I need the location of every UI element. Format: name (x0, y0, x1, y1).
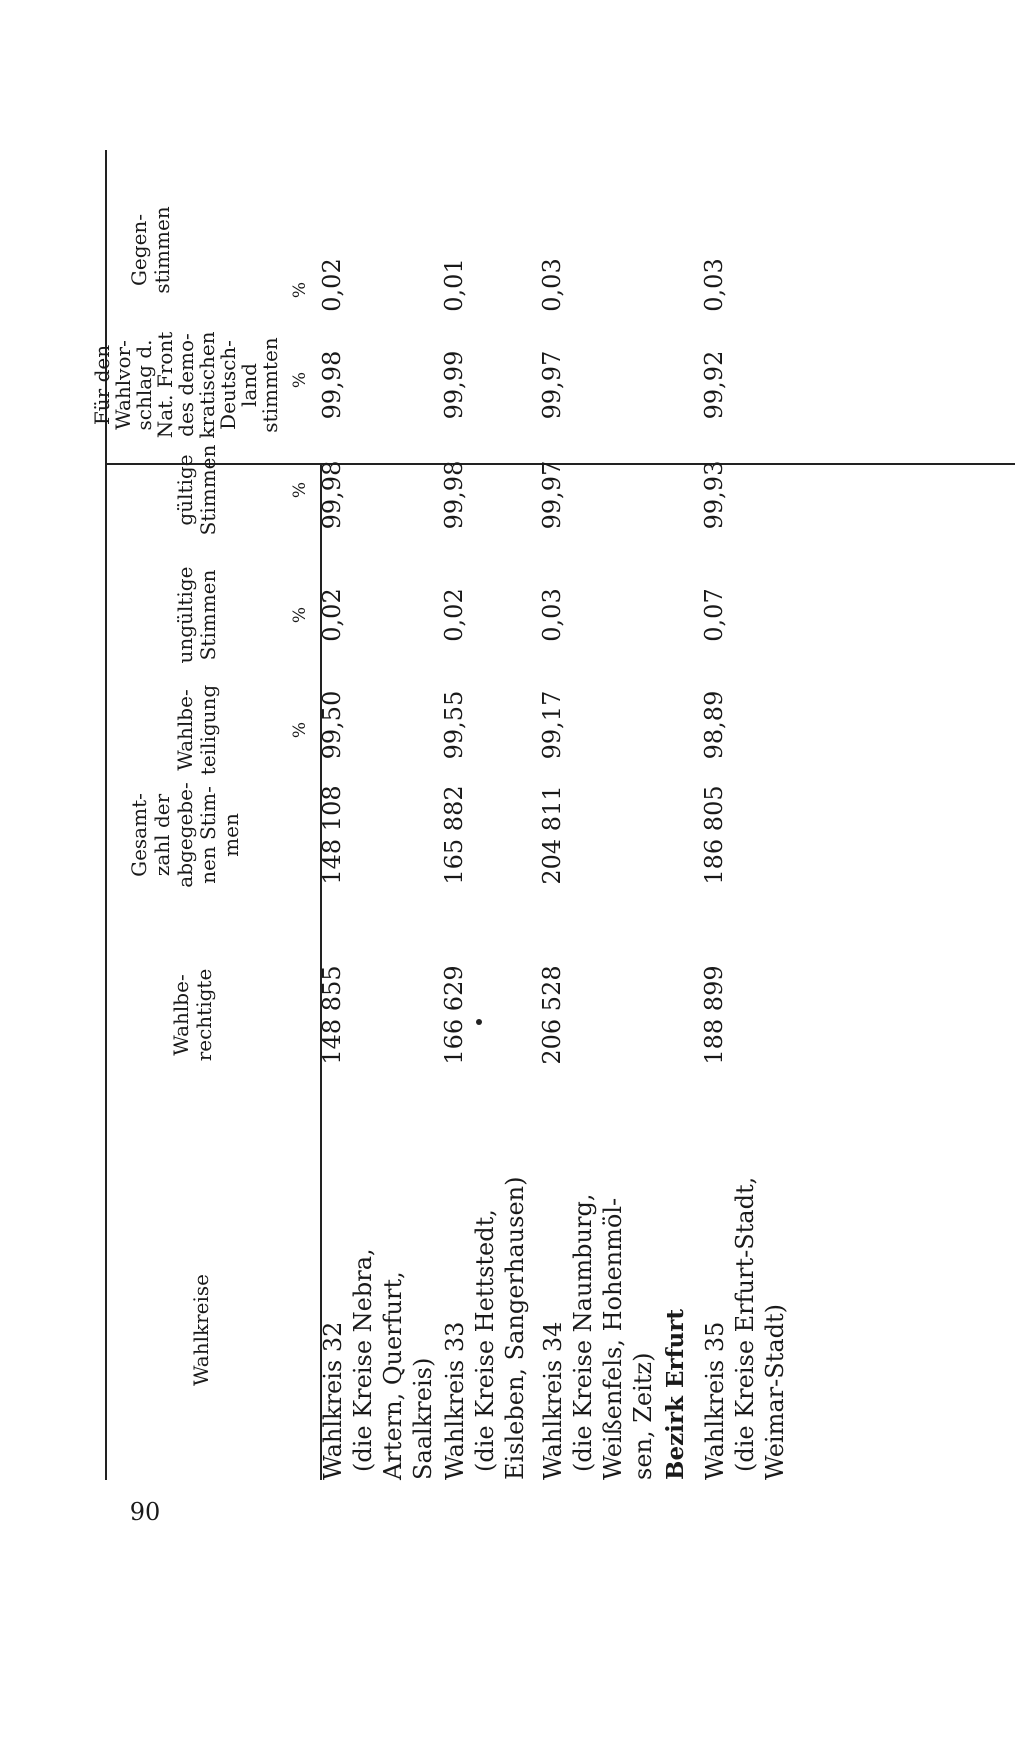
header-text: Wahlbe- (169, 974, 193, 1056)
ungueltig-value: 0,03 (538, 588, 566, 642)
election-results-table (90, 150, 1024, 1480)
header-text: land (237, 363, 261, 408)
wahlberechtigte-value: 188 899 (700, 965, 728, 1065)
percent-label: % (290, 281, 310, 299)
header-wahlberechtigte (170, 950, 216, 1080)
header-fuer (92, 320, 281, 450)
beteiligung-value: 99,50 (318, 690, 346, 760)
wahlkreis-detail: sen, Zeitz) (629, 1352, 657, 1480)
header-text: men (219, 813, 243, 857)
ungueltig-value: 0,07 (700, 588, 728, 642)
wahlkreis-detail: Artern, Querfurt, (379, 1271, 407, 1480)
wahlkreis-detail: Weimar-Stadt) (761, 1303, 789, 1480)
header-gegen (128, 180, 174, 320)
gesamt-value: 148 108 (318, 785, 346, 885)
header-text: Gesamt- (127, 793, 151, 877)
wahlkreis-row-34 (538, 1100, 658, 1480)
header-wahlbeteiligung (174, 660, 220, 800)
percent-label: % (290, 371, 310, 389)
wahlkreis-title: Wahlkreis 33 (441, 1321, 469, 1480)
header-text: abgegebe- (173, 782, 197, 888)
beteiligung-value: 99,55 (440, 690, 468, 760)
header-text: Wahlbe- (173, 689, 197, 771)
wahlkreis-detail: (die Kreise Hettstedt, (471, 1209, 499, 1472)
header-text: kratischen (195, 331, 219, 439)
wahlkreis-row-33 (440, 1100, 530, 1480)
wahlkreis-title: Wahlkreis 35 (701, 1321, 729, 1480)
header-text: ungültige (173, 566, 197, 664)
gegen-value: 0,03 (700, 258, 728, 312)
header-wahlkreise-text: Wahlkreise (189, 1273, 213, 1387)
ungueltig-value: 0,02 (440, 588, 468, 642)
header-text: rechtigte (192, 968, 216, 1062)
percent-label: % (290, 606, 310, 624)
fuer-value: 99,98 (318, 350, 346, 420)
header-text: nen Stim- (196, 786, 220, 884)
header-text: Für den (90, 344, 114, 426)
gueltig-value: 99,97 (538, 460, 566, 530)
wahlkreis-detail: (die Kreise Erfurt-Stadt, (731, 1176, 759, 1472)
header-wahlkreise (190, 1180, 213, 1480)
page-number: 90 (129, 1498, 161, 1526)
header-text: Wahlvor- (111, 340, 135, 430)
header-text: Stimmen (196, 569, 220, 661)
gesamt-value: 204 811 (538, 785, 566, 885)
gueltig-value: 99,93 (700, 460, 728, 530)
gesamt-value: 165 882 (440, 785, 468, 885)
header-text: schlag d. (132, 339, 156, 431)
wahlkreis-detail: (die Kreise Nebra, (349, 1248, 377, 1472)
header-text: stimmten (258, 337, 282, 433)
header-text: Stimmen (196, 444, 220, 536)
wahlkreis-detail: Saalkreis) (409, 1357, 437, 1480)
wahlkreis-row-32 (318, 1120, 438, 1480)
header-text: teiligung (196, 684, 220, 776)
header-text: zahl der (150, 793, 174, 877)
gegen-value: 0,03 (538, 258, 566, 312)
gueltig-value: 99,98 (318, 460, 346, 530)
percent-label: % (290, 721, 310, 739)
fuer-value: 99,92 (700, 350, 728, 420)
wahlkreis-title: Wahlkreis 34 (539, 1321, 567, 1480)
wahlkreis-title: Wahlkreis 32 (319, 1321, 347, 1480)
wahlkreis-detail: Eisleben, Sangerhausen) (501, 1176, 529, 1480)
header-text: gültige (173, 454, 197, 526)
wahlkreis-detail: (die Kreise Naumburg, (569, 1193, 597, 1472)
ungueltig-value: 0,02 (318, 588, 346, 642)
fuer-value: 99,97 (538, 350, 566, 420)
fuer-value: 99,99 (440, 350, 468, 420)
wahlberechtigte-value: 166 629 (440, 965, 468, 1065)
header-text: Gegen- (127, 213, 151, 287)
beteiligung-value: 98,89 (700, 690, 728, 760)
header-ungueltige (174, 550, 220, 680)
wahlberechtigte-value: 148 855 (318, 965, 346, 1065)
wahlkreis-detail: Weißenfels, Hohenmöl- (599, 1197, 627, 1480)
gegen-value: 0,02 (318, 258, 346, 312)
print-speck (476, 1019, 482, 1025)
header-text: stimmen (150, 206, 174, 294)
header-text: Nat. Front (153, 331, 177, 439)
gesamt-value: 186 805 (700, 785, 728, 885)
beteiligung-value: 99,17 (538, 690, 566, 760)
gegen-value: 0,01 (440, 258, 468, 312)
header-text: des demo- (174, 333, 198, 437)
wahlberechtigte-value: 206 528 (538, 965, 566, 1065)
percent-label: % (290, 481, 310, 499)
wahlkreis-row-35 (700, 1080, 790, 1480)
gueltig-value: 99,98 (440, 460, 468, 530)
header-text: Deutsch- (216, 340, 240, 430)
bezirk-erfurt-heading: Bezirk Erfurt (662, 1309, 689, 1480)
